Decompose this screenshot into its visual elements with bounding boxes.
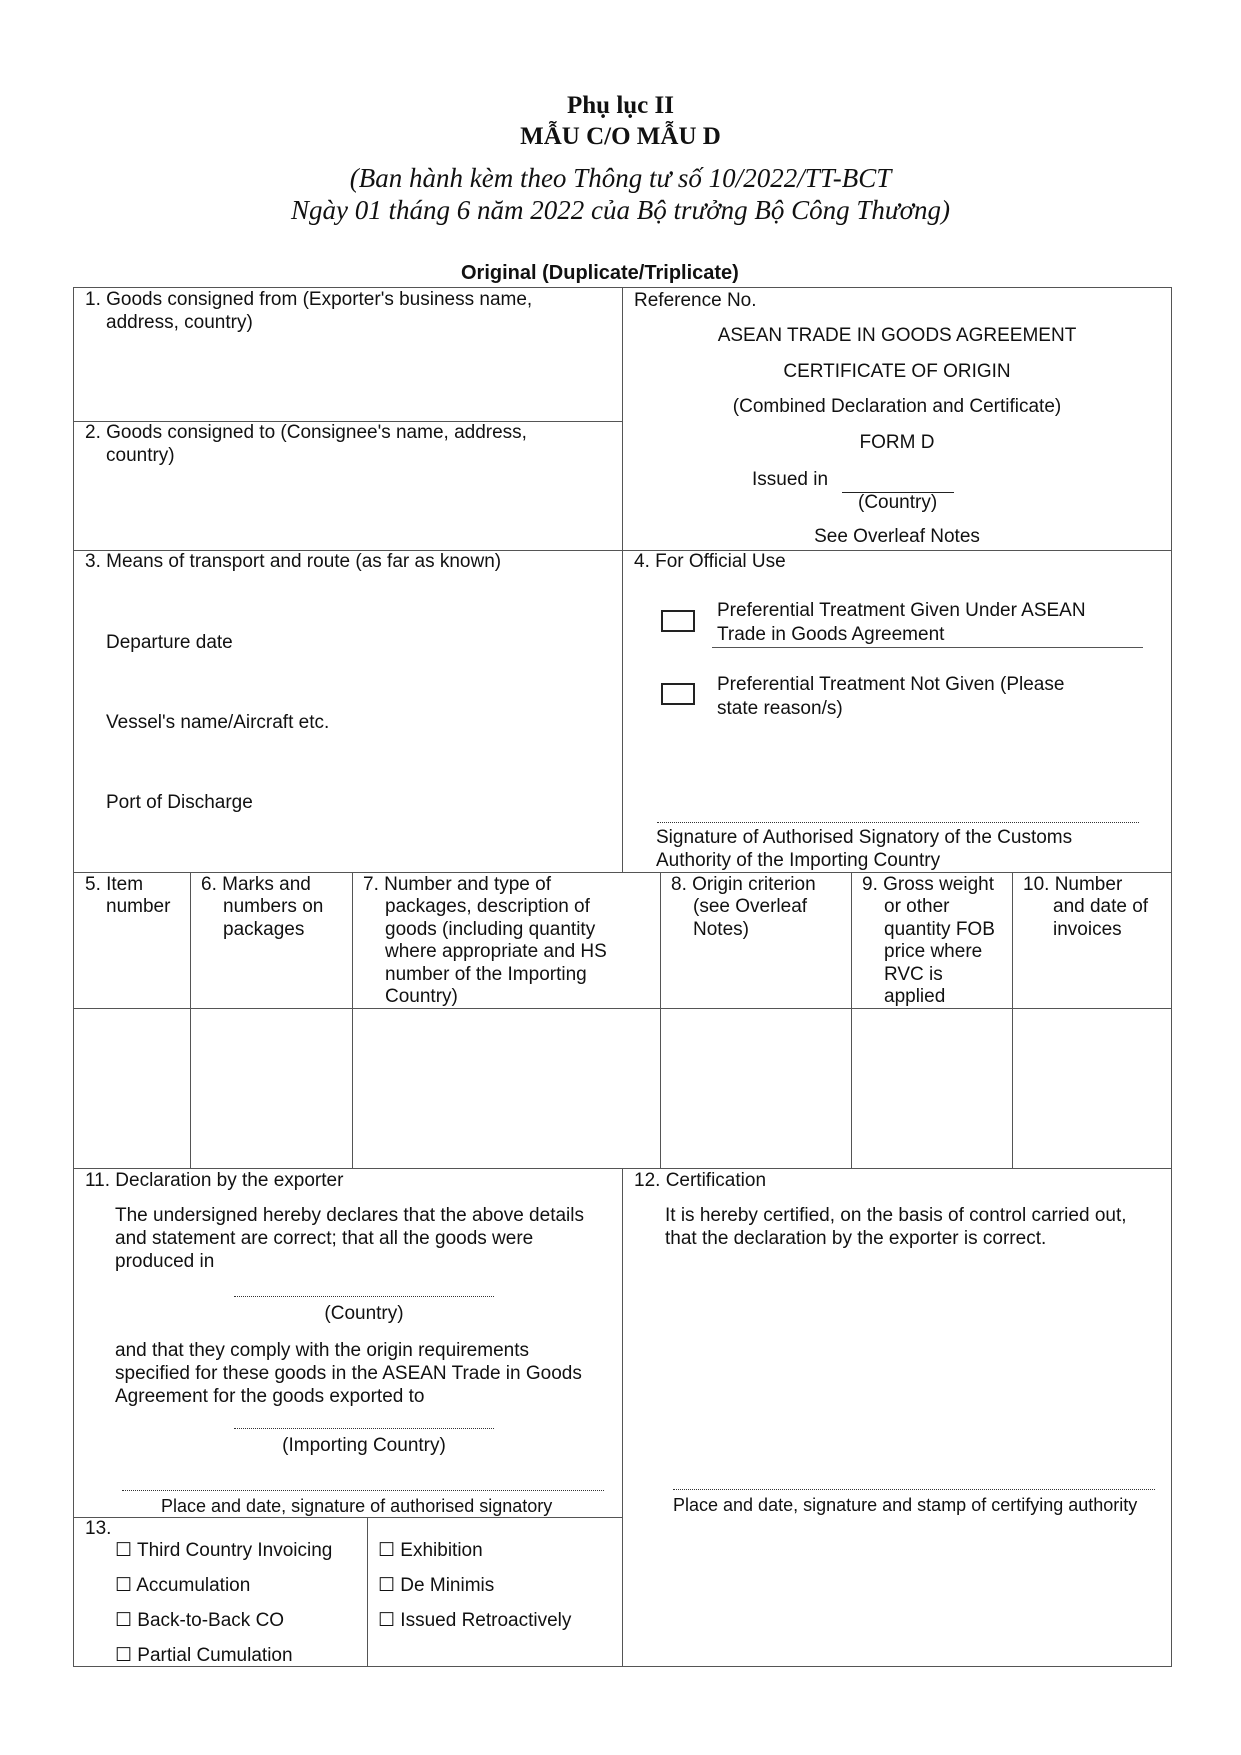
authority-signature-line[interactable]: [673, 1489, 1155, 1490]
appendix-label: Phụ lục II: [567, 92, 674, 119]
port-of-discharge-label: Port of Discharge: [106, 792, 253, 813]
issued-by-line-2: Ngày 01 tháng 6 năm 2022 của Bộ trưởng Bộ Công Thương): [290, 195, 950, 225]
box1-label-cont: address, country): [106, 312, 253, 333]
customs-signature-line[interactable]: [657, 822, 1139, 823]
customs-signature-caption-cont: Authority of the Importing Country: [656, 850, 941, 871]
importing-country-line[interactable]: [234, 1428, 494, 1429]
box11-label: 11. Declaration by the exporter: [85, 1170, 344, 1191]
box1-label: 1. Goods consigned from (Exporter's business name,: [85, 289, 533, 310]
de-minimis-option[interactable]: ☐ De Minimis: [378, 1575, 495, 1596]
col9-header-cont: price where: [884, 941, 983, 962]
form-title: MẪU C/O MẪU D: [520, 123, 721, 150]
reference-no: Reference No.: [634, 290, 757, 311]
divider: [1012, 872, 1013, 1168]
form-d-label: FORM D: [859, 432, 935, 453]
declaration-text: Agreement for the goods exported to: [115, 1386, 425, 1407]
production-country-caption: (Country): [324, 1303, 404, 1324]
col7-header-cont: where appropriate and HS: [385, 941, 607, 962]
col8-header-cont: Notes): [693, 919, 749, 940]
divider: [712, 647, 1143, 648]
exporter-signature-line[interactable]: [122, 1490, 604, 1491]
authority-signature-caption: Place and date, signature and stamp of certifying authority: [673, 1495, 1138, 1515]
box3-label: 3. Means of transport and route (as far as known): [85, 551, 502, 572]
departure-date-label: Departure date: [106, 632, 233, 653]
col7-header-cont: goods (including quantity: [385, 919, 596, 940]
country-caption: (Country): [858, 492, 938, 513]
divider: [73, 1008, 1172, 1009]
third-country-invoicing-option[interactable]: ☐ Third Country Invoicing: [115, 1540, 333, 1561]
exhibition-option[interactable]: ☐ Exhibition: [378, 1540, 483, 1561]
back-to-back-co-option[interactable]: ☐ Back-to-Back CO: [115, 1610, 285, 1631]
preferential-given-label-cont: Trade in Goods Agreement: [717, 624, 945, 645]
certificate-title: CERTIFICATE OF ORIGIN: [783, 361, 1011, 382]
divider: [73, 1517, 622, 1518]
divider: [352, 872, 353, 1168]
agreement-title: ASEAN TRADE IN GOODS AGREEMENT: [717, 325, 1077, 346]
col7-header-cont: packages, description of: [385, 896, 590, 917]
divider: [190, 872, 191, 1168]
col6-header-cont: packages: [223, 919, 305, 940]
col9-header-cont: quantity FOB: [884, 919, 995, 940]
col8-header: 8. Origin criterion: [671, 874, 816, 895]
declaration-text: produced in: [115, 1251, 215, 1272]
col9-header: 9. Gross weight: [862, 874, 994, 895]
col10-header-cont: invoices: [1053, 919, 1122, 940]
box2-label-cont: country): [106, 445, 175, 466]
divider: [367, 1517, 368, 1667]
col5-header-cont: number: [106, 896, 171, 917]
box4-label: 4. For Official Use: [634, 551, 786, 572]
preferential-not-given-label: Preferential Treatment Not Given (Please: [717, 674, 1065, 695]
divider: [73, 872, 1172, 873]
issued-by-line-1: (Ban hành kèm theo Thông tư số 10/2022/TT-BCT: [349, 163, 892, 193]
declaration-text: and statement are correct; that all the goods were: [115, 1228, 534, 1249]
preferential-not-given-label-cont: state reason/s): [717, 698, 843, 719]
preferential-given-checkbox[interactable]: [661, 610, 695, 632]
certification-text: that the declaration by the exporter is correct.: [665, 1228, 1047, 1249]
overleaf-notes: See Overleaf Notes: [814, 526, 980, 547]
copy-label: Original (Duplicate/Triplicate): [461, 262, 739, 284]
certification-text: It is hereby certified, on the basis of control carried out,: [665, 1205, 1127, 1226]
col9-header-cont: or other: [884, 896, 950, 917]
divider: [660, 872, 661, 1168]
col5-header: 5. Item: [85, 874, 144, 895]
partial-cumulation-option[interactable]: ☐ Partial Cumulation: [115, 1645, 293, 1666]
customs-signature-caption: Signature of Authorised Signatory of the Customs: [656, 827, 1073, 848]
col7-header: 7. Number and type of: [363, 874, 551, 895]
col9-header-cont: applied: [884, 986, 946, 1007]
box13-label: 13.: [85, 1518, 112, 1539]
col7-header-cont: number of the Importing: [385, 964, 587, 985]
col9-header-cont: RVC is: [884, 964, 943, 985]
importing-country-caption: (Importing Country): [282, 1435, 446, 1456]
preferential-given-label: Preferential Treatment Given Under ASEAN: [717, 600, 1086, 621]
declaration-text: The undersigned hereby declares that the above details: [115, 1205, 584, 1226]
col10-header-cont: and date of: [1053, 896, 1149, 917]
box2-label: 2. Goods consigned to (Consignee's name, address,: [85, 422, 527, 443]
accumulation-option[interactable]: ☐ Accumulation: [115, 1575, 251, 1596]
issued-retroactively-option[interactable]: ☐ Issued Retroactively: [378, 1610, 572, 1631]
preferential-not-given-checkbox[interactable]: [661, 683, 695, 705]
divider: [622, 550, 623, 872]
col10-header: 10. Number: [1023, 874, 1123, 895]
divider: [851, 872, 852, 1168]
combined-declaration: (Combined Declaration and Certificate): [732, 396, 1062, 417]
col8-header-cont: (see Overleaf: [693, 896, 808, 917]
declaration-text: specified for these goods in the ASEAN Trade in Goods: [115, 1363, 582, 1384]
col6-header: 6. Marks and: [201, 874, 311, 895]
col6-header-cont: numbers on: [223, 896, 324, 917]
vessel-name-label: Vessel's name/Aircraft etc.: [106, 712, 330, 733]
divider: [622, 1168, 623, 1667]
issued-in-label: Issued in: [752, 469, 829, 490]
box12-label: 12. Certification: [634, 1170, 767, 1191]
col7-header-cont: Country): [385, 986, 458, 1007]
production-country-line[interactable]: [234, 1296, 494, 1297]
exporter-signature-caption: Place and date, signature of authorised signatory: [161, 1496, 553, 1516]
declaration-text: and that they comply with the origin requirements: [115, 1340, 529, 1361]
